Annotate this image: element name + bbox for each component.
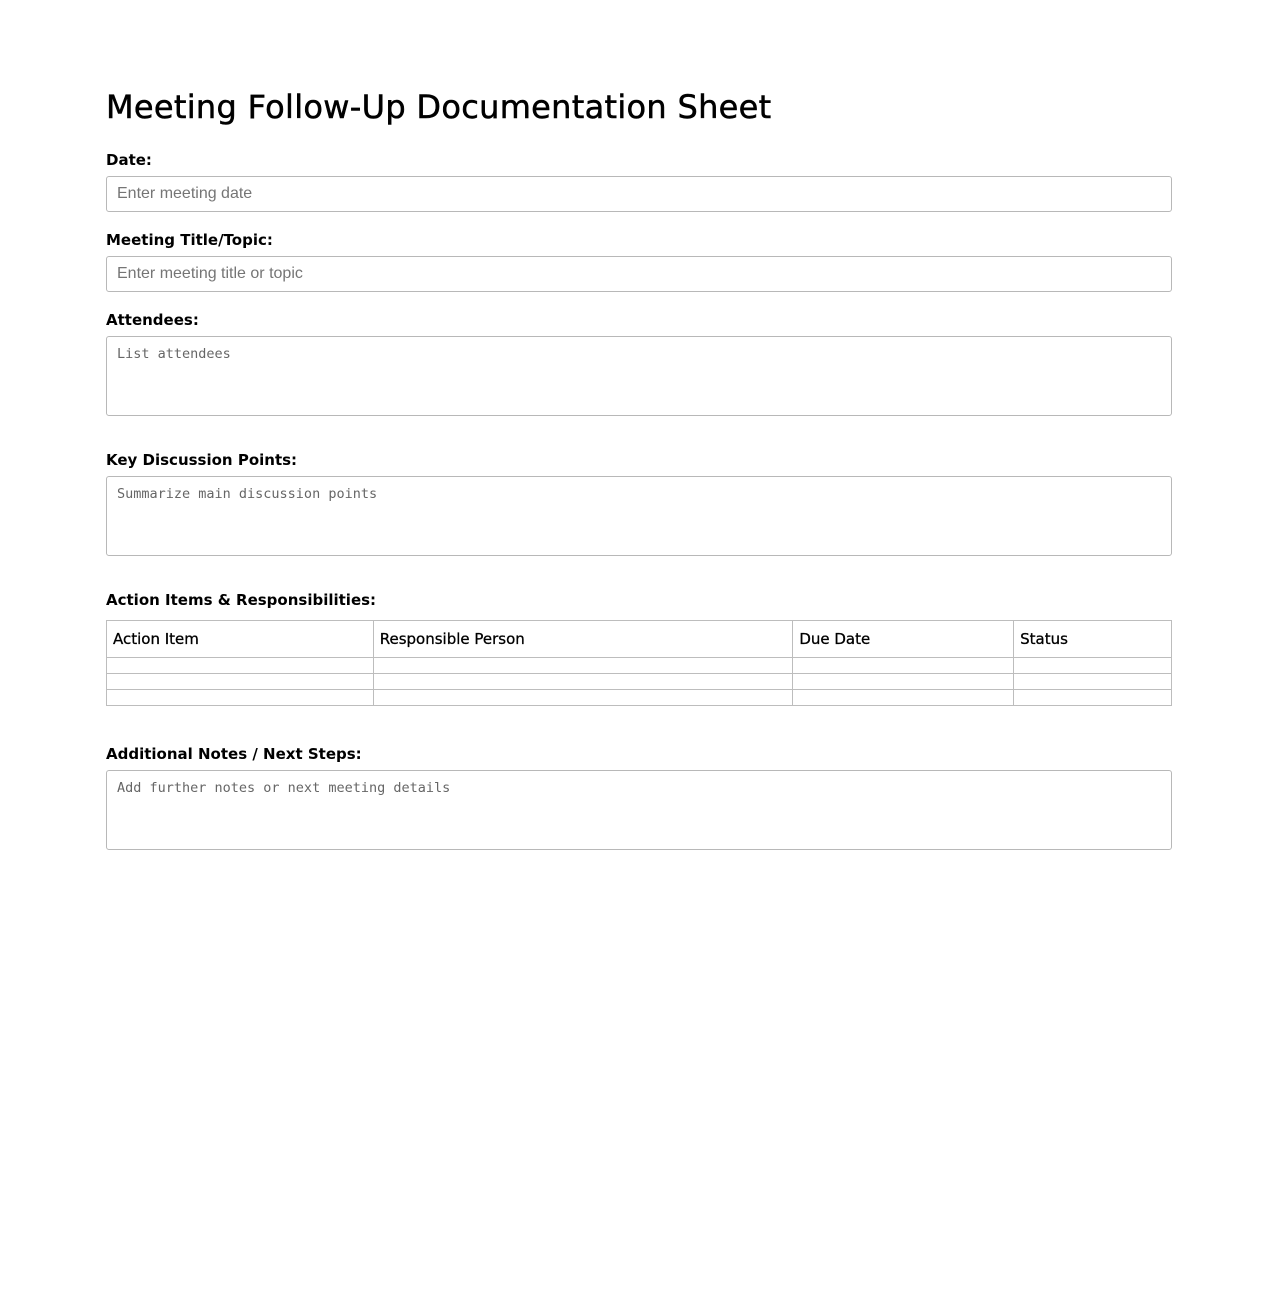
column-header-action-item: Action Item: [107, 621, 374, 658]
discussion-label: Key Discussion Points:: [106, 451, 298, 469]
date-input[interactable]: Enter meeting date: [106, 176, 1172, 212]
column-header-responsible-person: Responsible Person: [373, 621, 793, 658]
notes-textarea[interactable]: Add further notes or next meeting details: [106, 770, 1172, 850]
discussion-textarea[interactable]: Summarize main discussion points: [106, 476, 1172, 556]
topic-input[interactable]: Enter meeting title or topic: [106, 256, 1172, 292]
action-items-table: [106, 620, 1172, 706]
table-cell[interactable]: [373, 658, 793, 674]
table-cell[interactable]: [373, 690, 793, 706]
table-cell[interactable]: [1014, 690, 1172, 706]
table-cell[interactable]: [1014, 658, 1172, 674]
table-header-row: [107, 621, 1172, 658]
table-cell[interactable]: [793, 674, 1014, 690]
topic-label: Meeting Title/Topic:: [106, 231, 273, 249]
table-cell[interactable]: [107, 658, 374, 674]
table-cell[interactable]: [793, 690, 1014, 706]
attendees-textarea[interactable]: List attendees: [106, 336, 1172, 416]
date-label: Date:: [106, 151, 152, 169]
column-header-status: Status: [1014, 621, 1172, 658]
action-items-label: Action Items & Responsibilities:: [106, 591, 377, 609]
table-cell[interactable]: [793, 658, 1014, 674]
notes-label: Additional Notes / Next Steps:: [106, 745, 362, 763]
table-row: [107, 658, 1172, 674]
attendees-label: Attendees:: [106, 311, 199, 329]
table-row: [107, 674, 1172, 690]
table-cell[interactable]: [1014, 674, 1172, 690]
table-cell[interactable]: [107, 690, 374, 706]
table-cell[interactable]: [373, 674, 793, 690]
table-cell[interactable]: [107, 674, 374, 690]
page-title: Meeting Follow-Up Documentation Sheet: [106, 88, 772, 126]
column-header-due-date: Due Date: [793, 621, 1014, 658]
table-row: [107, 690, 1172, 706]
